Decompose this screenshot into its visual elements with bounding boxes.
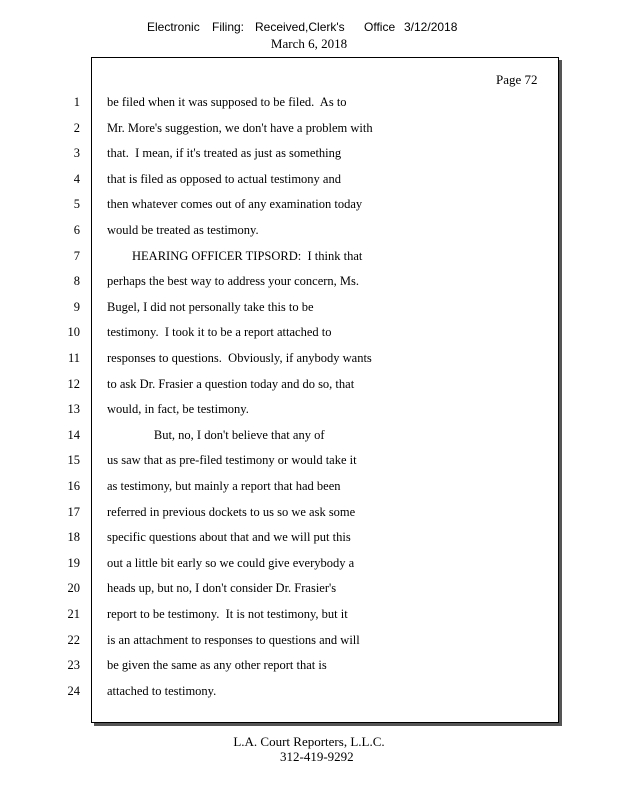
transcript-line: perhaps the best way to address your concern, Ms. — [107, 274, 360, 288]
transcript-line: heads up, but no, I don't consider Dr. Frasier's — [107, 581, 337, 595]
line-number: 9 — [73, 300, 80, 314]
line-number: 10 — [67, 325, 80, 339]
line-number: 11 — [67, 351, 80, 365]
line-number: 3 — [73, 146, 80, 160]
transcript-line: But, no, I don't believe that any of — [107, 428, 325, 442]
line-number: 5 — [73, 197, 80, 211]
transcript-line: report to be testimony. It is not testimony, but it — [107, 607, 348, 621]
transcript-date: March 6, 2018 — [270, 36, 348, 51]
line-number: 20 — [67, 581, 80, 595]
line-number: 19 — [67, 556, 80, 570]
line-number: 21 — [67, 607, 80, 621]
court-reporter-name: L.A. Court Reporters, L.L.C. — [233, 734, 385, 749]
line-number: 22 — [67, 633, 80, 647]
transcript-line: specific questions about that and we will put this — [107, 530, 351, 544]
page-number: Page 72 — [496, 72, 538, 87]
transcript-line: that. I mean, if it's treated as just as something — [107, 146, 342, 160]
transcript-line: would be treated as testimony. — [107, 223, 259, 237]
filing-received-label: Received,Clerk's — [255, 20, 345, 34]
transcript-line: responses to questions. Obviously, if anybody wants — [107, 351, 372, 365]
transcript-line: Mr. More's suggestion, we don't have a problem with — [107, 121, 373, 135]
line-number: 7 — [73, 249, 80, 263]
filing-office-label: Office — [364, 20, 396, 34]
transcript-line: us saw that as pre-filed testimony or would take it — [107, 453, 357, 467]
court-reporter-phone: 312-419-9292 — [280, 749, 354, 764]
line-number: 14 — [67, 428, 80, 442]
transcript-line: to ask Dr. Frasier a question today and do so, that — [107, 377, 355, 391]
line-number: 6 — [73, 223, 80, 237]
line-number: 12 — [67, 377, 80, 391]
line-number: 17 — [67, 505, 80, 519]
transcript-line: as testimony, but mainly a report that had been — [107, 479, 341, 493]
line-number: 15 — [67, 453, 80, 467]
transcript-line: Bugel, I did not personally take this to be — [107, 300, 314, 314]
line-number: 24 — [67, 684, 80, 698]
line-number: 2 — [73, 121, 80, 135]
filing-date: 3/12/2018 — [404, 20, 458, 34]
transcript-line: attached to testimony. — [107, 684, 217, 698]
line-number: 13 — [67, 402, 80, 416]
transcript-line: be filed when it was supposed to be filed. As to — [107, 95, 347, 109]
transcript-line: then whatever comes out of any examination today — [107, 197, 363, 211]
line-number: 16 — [67, 479, 80, 493]
transcript-line: that is filed as opposed to actual testimony and — [107, 172, 341, 186]
transcript-line: be given the same as any other report that is — [107, 658, 327, 672]
line-number: 1 — [73, 95, 80, 109]
transcript-line: out a little bit early so we could give everybody a — [107, 556, 355, 570]
transcript-line: would, in fact, be testimony. — [107, 402, 249, 416]
filing-electronic-label: Electronic — [147, 20, 200, 34]
line-number: 18 — [67, 530, 80, 544]
line-number: 4 — [73, 172, 80, 186]
transcript-line: HEARING OFFICER TIPSORD: I think that — [107, 249, 363, 263]
line-number: 23 — [67, 658, 80, 672]
line-number: 8 — [73, 274, 80, 288]
transcript-line: referred in previous dockets to us so we ask some — [107, 505, 356, 519]
transcript-line: testimony. I took it to be a report attached to — [107, 325, 332, 339]
filing-label: Filing: — [212, 20, 245, 34]
transcript-line: is an attachment to responses to questions and will — [107, 633, 360, 647]
